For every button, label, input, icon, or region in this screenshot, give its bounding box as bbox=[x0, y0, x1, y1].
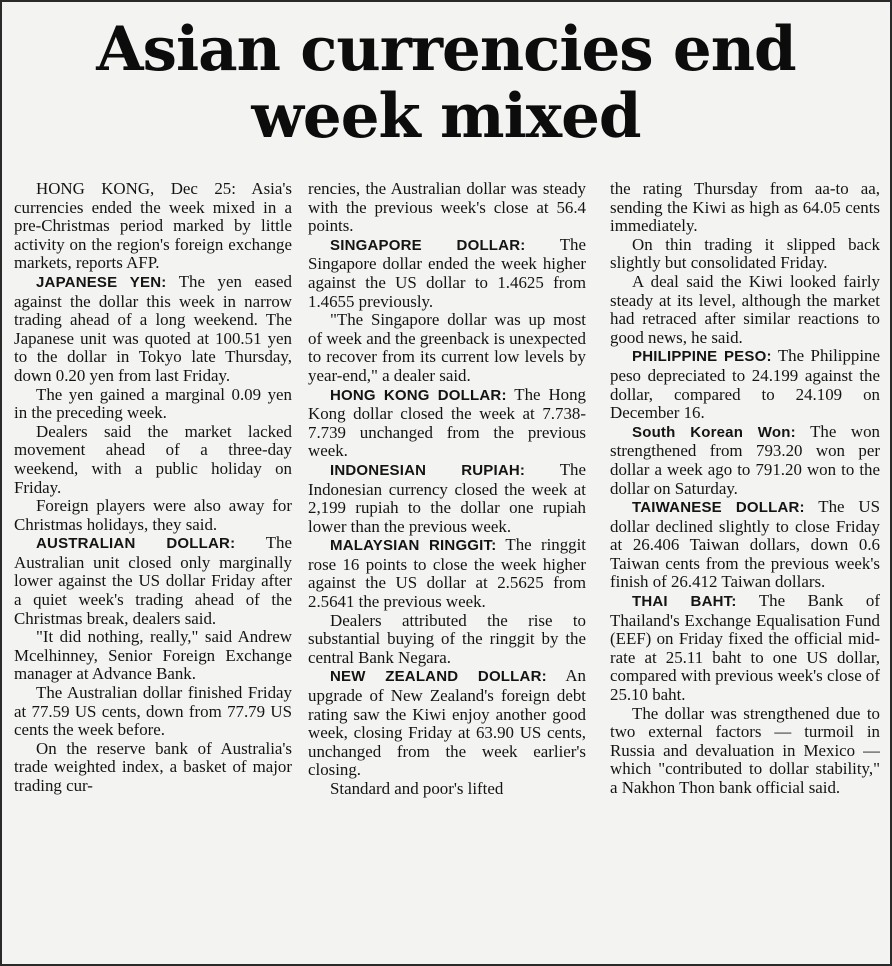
article-body bbox=[2, 180, 890, 964]
article-paragraph bbox=[308, 461, 586, 536]
paragraph-text: The Australian dollar finished Friday at 77.59 US cents, down from 77.79 US cents the week before. bbox=[14, 683, 292, 740]
article-paragraph bbox=[610, 180, 880, 236]
section-subhead: SINGAPORE DOLLAR: bbox=[330, 236, 526, 254]
paragraph-text: rencies, the Australian dollar was steady with the previous week's close at 56.4 points. bbox=[308, 180, 586, 236]
paragraph-text: Standard and poor's lifted bbox=[330, 779, 504, 798]
paragraph-text: The Singapore dollar ended the week higher against the US dollar to 1.4625 from 1.4655 previously. bbox=[308, 234, 586, 311]
paragraph-text: Foreign players were also away for Christmas holidays, they said. bbox=[14, 496, 292, 534]
article-paragraph bbox=[308, 236, 586, 311]
paragraph-text: On the reserve bank of Australia's trade weighted index, a basket of major trading cur- bbox=[14, 738, 292, 795]
article-paragraph bbox=[308, 667, 586, 780]
article-paragraph bbox=[308, 536, 586, 611]
section-subhead: NEW ZEALAND DOLLAR: bbox=[330, 668, 547, 686]
section-subhead: TAIWANESE DOLLAR: bbox=[632, 499, 805, 517]
article-paragraph bbox=[308, 612, 586, 668]
article-paragraph bbox=[610, 236, 880, 273]
article-paragraph bbox=[14, 628, 292, 684]
paragraph-text: "The Singapore dollar was up most of week and the greenback is unexpected to recover from its current low levels by year-end," a dealer said. bbox=[308, 310, 586, 385]
article-paragraph bbox=[14, 534, 292, 628]
section-subhead: HONG KONG DOLLAR: bbox=[330, 386, 507, 404]
article-paragraph bbox=[14, 423, 292, 497]
paragraph-text: HONG KONG, Dec 25: Asia's currencies ended the week mixed in a pre-Christmas period marked by little activity on the region's foreign exchange markets, reports AFP. bbox=[14, 180, 292, 273]
paragraph-text: A deal said the Kiwi looked fairly steady at its level, although the market had retraced after similar reactions to good news, he said. bbox=[610, 271, 880, 347]
paragraph-text: The Bank of Thailand's Exchange Equalisation Fund (EEF) on Friday fixed the official mid-rate at 25.11 baht to one US dollar, compared with previous week's close of 25.10 baht. bbox=[610, 591, 880, 705]
paragraph-text: Dealers said the market lacked movement ahead of a three-day weekend, with a public holiday on Friday. bbox=[14, 421, 292, 497]
paragraph-text: On thin trading it slipped back slightly but consolidated Friday. bbox=[610, 234, 880, 273]
section-subhead: MALAYSIAN RINGGIT: bbox=[330, 537, 497, 555]
paragraph-text: The dollar was strengthened due to two external factors — turmoil in Russia and devaluation in Mexico — which "contributed to dollar stability," a Nakhon Thon bank official said. bbox=[610, 703, 880, 797]
paragraph-text: The won strengthened from 793.20 won per dollar a week ago to 791.20 won to the dollar on Saturday. bbox=[610, 421, 880, 498]
paragraph-text: The US dollar declined slightly to close Friday at 26.406 Taiwan dollars, down 0.6 Taiwan cents from the previous week's finish of 26.412 Taiwan dollars. bbox=[610, 497, 880, 592]
section-subhead: INDONESIAN RUPIAH: bbox=[330, 461, 526, 479]
article-paragraph bbox=[610, 592, 880, 705]
article-column-3 bbox=[610, 180, 880, 798]
article-paragraph bbox=[308, 386, 586, 461]
paragraph-text: Dealers attributed the rise to substantial buying of the ringgit by the central Bank Negara. bbox=[308, 610, 586, 667]
article-paragraph bbox=[14, 273, 292, 386]
article-paragraph bbox=[308, 311, 586, 385]
article-paragraph bbox=[610, 705, 880, 798]
article-paragraph bbox=[610, 423, 880, 498]
headline-line-1: Asian currencies end bbox=[96, 14, 796, 85]
paragraph-text: The Australian unit closed only marginally lower against the US dollar Friday after a quiet week's trading ahead of the Christmas break, dealers said. bbox=[14, 533, 292, 628]
article-paragraph bbox=[610, 498, 880, 592]
article-paragraph bbox=[610, 347, 880, 422]
section-subhead: JAPANESE YEN: bbox=[36, 273, 167, 291]
paragraph-text: The Hong Kong dollar closed the week at 7.738-7.739 unchanged from the previous week. bbox=[308, 384, 586, 461]
paragraph-text: The Indonesian currency closed the week at 2,199 rupiah to the dollar one rupiah lower than the previous week. bbox=[308, 459, 586, 536]
paragraph-text: "It did nothing, really," said Andrew Mcelhinney, Senior Foreign Exchange manager at Advance Bank. bbox=[14, 627, 292, 684]
article-paragraph bbox=[308, 180, 586, 236]
paragraph-text: The yen gained a marginal 0.09 yen in the preceding week. bbox=[14, 384, 292, 423]
article-paragraph bbox=[14, 386, 292, 423]
paragraph-text: The yen eased against the dollar this week in narrow trading ahead of a long weekend. The Japanese unit was quoted at 100.51 yen to the dollar in Tokyo late Thursday, down 0.20 yen from last Friday. bbox=[14, 271, 292, 385]
article-paragraph bbox=[14, 740, 292, 796]
section-subhead: AUSTRALIAN DOLLAR: bbox=[36, 535, 236, 553]
paragraph-text: An upgrade of New Zealand's foreign debt rating saw the Kiwi enjoy another good week, closing Friday at 63.90 US cents, unchanged from the week earlier's closing. bbox=[308, 666, 586, 780]
article-column-1 bbox=[14, 180, 292, 796]
article-paragraph bbox=[14, 497, 292, 534]
article-paragraph bbox=[14, 180, 292, 273]
section-subhead: PHILIPPINE PESO: bbox=[632, 348, 772, 366]
article-paragraph bbox=[308, 780, 586, 799]
headline-line-2: week mixed bbox=[251, 81, 641, 152]
article-paragraph bbox=[14, 684, 292, 740]
headline bbox=[2, 16, 890, 150]
article-column-2 bbox=[308, 180, 586, 799]
paragraph-text: The Philippine peso depreciated to 24.199 against the dollar, compared to 24.109 on December 16. bbox=[610, 346, 880, 423]
section-subhead: South Korean Won: bbox=[632, 423, 796, 441]
paragraph-text: The ringgit rose 16 points to close the week higher against the US dollar at 2.5625 from 2.5641 the previous week. bbox=[308, 535, 586, 612]
section-subhead: THAI BAHT: bbox=[632, 593, 737, 611]
article-paragraph bbox=[610, 273, 880, 347]
paragraph-text: the rating Thursday from aa-to aa, sending the Kiwi as high as 64.05 cents immediately. bbox=[610, 180, 880, 236]
